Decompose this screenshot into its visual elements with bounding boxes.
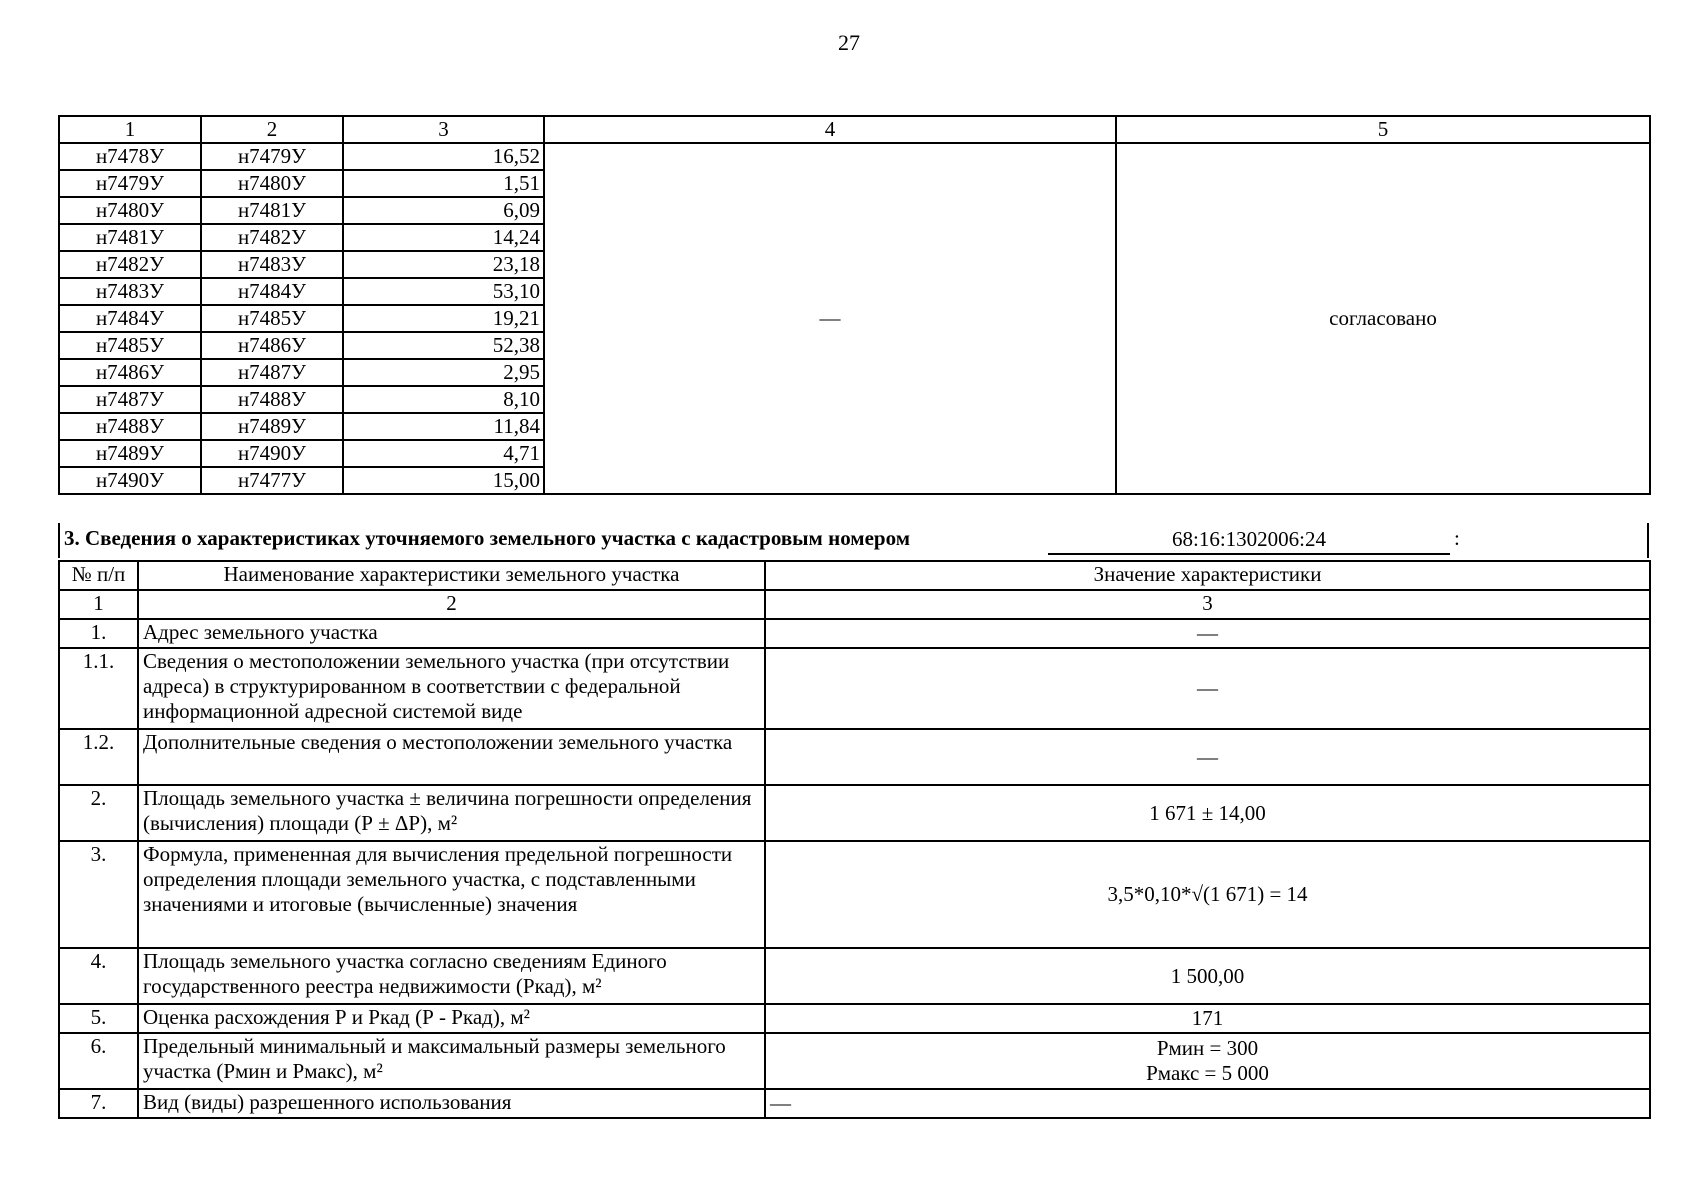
row-number: 6. (59, 1033, 138, 1089)
point-to: н7490У (201, 440, 343, 467)
column-5-value: согласовано (1116, 143, 1650, 494)
characteristic-name: Адрес земельного участка (138, 619, 765, 648)
column-header-2: 2 (201, 116, 343, 143)
distance: 14,24 (343, 224, 544, 251)
column-header-3: 3 (343, 116, 544, 143)
point-to: н7482У (201, 224, 343, 251)
column-numbering-row (59, 590, 1650, 619)
point-from: н7483У (59, 278, 201, 305)
table-row (59, 143, 1650, 170)
characteristic-value (765, 1033, 1650, 1089)
value-min-size: Рмин = 300 (1156, 1036, 1259, 1060)
distance: 53,10 (343, 278, 544, 305)
characteristic-value: 3,5*0,10*√(1 671) = 14 (765, 841, 1650, 948)
distance: 6,09 (343, 197, 544, 224)
table-header-row (59, 561, 1650, 590)
point-to: н7488У (201, 386, 343, 413)
point-to: н7481У (201, 197, 343, 224)
characteristics-table (58, 560, 1651, 1119)
point-from: н7484У (59, 305, 201, 332)
column-number-2: 2 (138, 590, 765, 619)
characteristic-name: Сведения о местоположении земельного участка (при отсутствии адреса) в структурированном в соответствии с федеральной информационной адресной системой виде (138, 648, 765, 729)
point-from: н7478У (59, 143, 201, 170)
point-to: н7487У (201, 359, 343, 386)
column-number-3: 3 (765, 590, 1650, 619)
point-from: н7482У (59, 251, 201, 278)
column-number-1: 1 (59, 590, 138, 619)
point-from: н7487У (59, 386, 201, 413)
table-row (59, 1033, 1650, 1089)
characteristic-value: 1 671 ± 14,00 (765, 785, 1650, 841)
boundary-parts-table (58, 115, 1651, 495)
row-number: 1.2. (59, 729, 138, 785)
characteristic-value: 171 (765, 1004, 1650, 1033)
distance: 16,52 (343, 143, 544, 170)
characteristic-name: Формула, примененная для вычисления предельной погрешности определения площади земельного участка, с подставленными значениями и итоговые (вычисленные) значения (138, 841, 765, 948)
characteristic-name: Оценка расхождения Р и Ркад (Р - Ркад), м² (138, 1004, 765, 1033)
point-to: н7486У (201, 332, 343, 359)
table-row (59, 729, 1650, 785)
point-from: н7486У (59, 359, 201, 386)
point-to: н7484У (201, 278, 343, 305)
column-header-value: Значение характеристики (765, 561, 1650, 590)
point-to: н7480У (201, 170, 343, 197)
point-to: н7489У (201, 413, 343, 440)
table-row (59, 1004, 1650, 1033)
characteristic-value: 1 500,00 (765, 948, 1650, 1004)
value-max-size: Рмакс = 5 000 (1146, 1061, 1269, 1085)
distance: 2,95 (343, 359, 544, 386)
characteristic-name: Предельный минимальный и максимальный размеры земельного участка (Рмин и Рмакс), м² (138, 1033, 765, 1089)
point-from: н7479У (59, 170, 201, 197)
row-number: 7. (59, 1089, 138, 1118)
section-3-heading (58, 523, 1649, 558)
distance: 52,38 (343, 332, 544, 359)
section-title: 3. Сведения о характеристиках уточняемого земельного участка с кадастровым номером (64, 526, 911, 550)
point-from: н7481У (59, 224, 201, 251)
characteristic-name: Площадь земельного участка ± величина погрешности определения (вычисления) площади (Р ± ΔР), м² (138, 785, 765, 841)
cadastral-number: 68:16:1302006:24 (1048, 525, 1450, 555)
characteristic-value: — (765, 648, 1650, 729)
column-header-5: 5 (1116, 116, 1650, 143)
column-4-value: — (544, 143, 1116, 494)
table-row (59, 785, 1650, 841)
point-from: н7489У (59, 440, 201, 467)
distance: 1,51 (343, 170, 544, 197)
point-from: н7488У (59, 413, 201, 440)
row-number: 1.1. (59, 648, 138, 729)
characteristic-value: — (765, 729, 1650, 785)
table-row (59, 619, 1650, 648)
table-row (59, 1089, 1650, 1118)
row-number: 2. (59, 785, 138, 841)
distance: 23,18 (343, 251, 544, 278)
row-number: 3. (59, 841, 138, 948)
characteristic-value: — (765, 619, 1650, 648)
characteristic-name: Площадь земельного участка согласно сведениям Единого государственного реестра недвижимости (Ркад), м² (138, 948, 765, 1004)
section-colon: : (1454, 526, 1460, 550)
point-to: н7477У (201, 467, 343, 494)
row-number: 4. (59, 948, 138, 1004)
row-number: 1. (59, 619, 138, 648)
point-from: н7480У (59, 197, 201, 224)
distance: 15,00 (343, 467, 544, 494)
characteristic-value: — (765, 1089, 1650, 1118)
row-number: 5. (59, 1004, 138, 1033)
point-to: н7483У (201, 251, 343, 278)
point-from: н7485У (59, 332, 201, 359)
table-row (59, 648, 1650, 729)
table-row (59, 948, 1650, 1004)
page-number: 27 (838, 30, 860, 55)
distance: 4,71 (343, 440, 544, 467)
point-from: н7490У (59, 467, 201, 494)
column-header-name: Наименование характеристики земельного участка (138, 561, 765, 590)
distance: 19,21 (343, 305, 544, 332)
distance: 11,84 (343, 413, 544, 440)
column-header-4: 4 (544, 116, 1116, 143)
column-header-number: № п/п (59, 561, 138, 590)
column-header-1: 1 (59, 116, 201, 143)
distance: 8,10 (343, 386, 544, 413)
characteristic-name: Дополнительные сведения о местоположении земельного участка (138, 729, 765, 785)
table-header-row (59, 116, 1650, 143)
point-to: н7485У (201, 305, 343, 332)
table-row (59, 841, 1650, 948)
characteristic-name: Вид (виды) разрешенного использования (138, 1089, 765, 1118)
point-to: н7479У (201, 143, 343, 170)
